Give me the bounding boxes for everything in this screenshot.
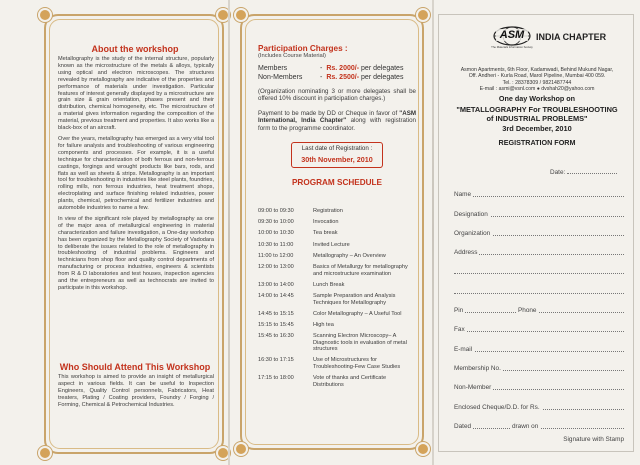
non-member-field[interactable]: Non-Member (454, 375, 624, 394)
panel-registration (434, 0, 640, 465)
organization-field[interactable]: Organization (454, 221, 624, 240)
panel-about (0, 0, 226, 465)
signature-label: Signature with Stamp (563, 436, 624, 443)
asm-logo (492, 26, 532, 54)
address-field-line-3[interactable] (454, 278, 624, 297)
membership-no-field[interactable]: Membership No. (454, 356, 624, 375)
payment-payee: "ASM International, India Chapter" (258, 109, 416, 125)
schedule-list (258, 208, 416, 393)
last-date-value: 30th November, 2010 (301, 155, 373, 165)
schedule-row: 12:00 to 13:00 Basics of Metallurgy for metallography and microstructure examination (258, 263, 408, 277)
logo-subtext: The Materials Information Society (491, 45, 533, 49)
date-row: Date: (550, 168, 628, 176)
pin-phone-field[interactable]: Pin Phone (454, 298, 624, 317)
designation-field[interactable]: Designation (454, 201, 624, 220)
date-field[interactable] (567, 168, 617, 174)
schedule-row: 14:00 to 14:45 Sample Preparation and Analysis Techniques for Metallography (258, 292, 396, 306)
charges-heading: Participation Charges : (258, 44, 348, 53)
schedule-row: 11:00 to 12:00 Metallography – An Overview (258, 252, 386, 259)
address-field[interactable]: Address (454, 240, 624, 259)
fax-field[interactable]: Fax (454, 317, 624, 336)
charges-note: (Includes Course Material) (258, 53, 326, 59)
payment-note: Payment to be made by DD or Cheque in favor of "ASM International, India Chapter" along with registration form to the programme coordinator. (258, 109, 416, 132)
dated-drawn-on-field[interactable]: Dated drawn on (454, 414, 624, 433)
chapter-name: INDIA CHAPTER (536, 32, 607, 42)
about-text (58, 56, 214, 296)
workshop-block: One day Workshop on "METALLOGRAPHY For TROUBLESHOOTING of INDUSTRIAL PROBLEMS" 3rd December, 2010 REGISTRATION FORM (446, 94, 628, 147)
drawn-on-label: drawn on (512, 422, 539, 430)
schedule-row: 15:15 to 15:45 High tea (258, 321, 334, 328)
registration-fields (454, 182, 624, 433)
about-paragraph: In view of the significant role played by metallography as one of the major area of metallurgical engineering in material characterization and failure investigation, a One-day workshop has been organized by the Metallography Society of Vadodara to deliberate the issues related to the role of metallography in troubleshooting of industrial problems. Engineers and technicians from shop floor and quality control departments of manufacturing or process industries, engineers & scientists from R & D laboratories and test houses, inspection agencies and the entrepreneurs as well as technocrats are invited to participate in this workshop. (58, 215, 214, 291)
schedule-row: 10:00 to 10:30 Tea break (258, 230, 338, 237)
attend-heading: Who Should Attend This Workshop (59, 362, 211, 372)
fee-row-members: Members - Rs. 2000/- per delegates (258, 65, 404, 72)
name-field[interactable]: Name (454, 182, 624, 201)
panel-schedule (230, 0, 430, 465)
last-date-box (291, 142, 383, 168)
schedule-row: 09:30 to 10:00 Invocation (258, 219, 339, 226)
last-date-label: Last date of Registration : (301, 145, 373, 153)
address-field-line-2[interactable] (454, 259, 624, 278)
about-paragraph: Metallography is the study of the internal structure, popularly known as the microstructure of the metals & alloys, typically using optical and electron microscopes. The structures revealed by metallography are indicative of the properties and performance of materials under investigation. Particular features of interest generally displayed by a microstructure are grain size & grain orientation, phases present and their distribution, chemical homogeneity, etc. The microstructure of a material gives information regarding the composition of the material, previous treatment and properties. It also works like a black-box of an aircraft. (58, 56, 214, 132)
schedule-heading: PROGRAM SCHEDULE (291, 178, 383, 188)
logo-text: ASM (496, 29, 528, 41)
schedule-row: 13:00 to 14:00 Lunch Break (258, 281, 345, 288)
schedule-row: 16:30 to 17:15 Use of Microstructures for Troubleshooting-Few Case Studies (258, 357, 401, 371)
phone-label: Phone (518, 307, 537, 315)
address-block: Asmon Apartments, 6th Floor, Kadamwadi, Behind Mukund Nagar, Off. Andheri - Kurla Road, Marol Pipeline, Mumbai 400 059. Tel. : 28378309 / 9821487744 E-mail : asmi@vsnl.com ● dvshah20@yahoo.com (460, 67, 614, 93)
enclosed-cheque-field[interactable]: Enclosed Cheque/D.D. for Rs. (454, 394, 624, 413)
about-heading: About the workshop (91, 44, 179, 54)
schedule-row: 17:15 to 18:00 Vote of thanks and Certificate Distributions (258, 375, 387, 388)
attend-text: This workshop is aimed to provide an insight of metallurgical aspect in various fields. It can be useful to Inspection Engineers, Quality Control personnels, Fabricators, Heat treaters, Plating / Coating providers, Foundry / Forging / Forming, Chemical & Petrochemical Industries. (58, 374, 214, 408)
form-heading: REGISTRATION FORM (498, 138, 576, 147)
discount-note: (Organization nominating 3 or more delegates shall be offered 10% discount in participation charges.) (258, 88, 416, 103)
schedule-row: 14:45 to 15:15 Color Metallography – A Useful Tool (258, 310, 402, 317)
schedule-row: 15:45 to 16:30 Scanning Electron Microscopy– A Diagnostic tools in evaluation of metal structures (258, 333, 407, 353)
email-field[interactable]: E-mail (454, 336, 624, 355)
schedule-row: 10:30 to 11:00 Invited Lecture (258, 241, 350, 248)
about-paragraph: Over the years, metallography has emerged as a very vital tool for failure analysis and troubleshooting of various engineering components and processes. For example, it is a useful technique for characterization of both ferrous and non-ferrous castings, forgings and wrought products like bars, rods, and flats as well as sheets & strips. Metallography is an important tool for troubleshooting in industries like steel plants, foundries, rolling mills, non ferrous industries, heat treatment shops, electroplating and surface finishing related industries, power plants, chemical, petrochemical and fertilizer industries and automobile industries to name a few. (58, 135, 214, 212)
schedule-row: 09:00 to 09:30 Registration (258, 208, 343, 214)
fee-row-non-members: Non-Members - Rs. 2500/- per delegates (258, 74, 404, 81)
